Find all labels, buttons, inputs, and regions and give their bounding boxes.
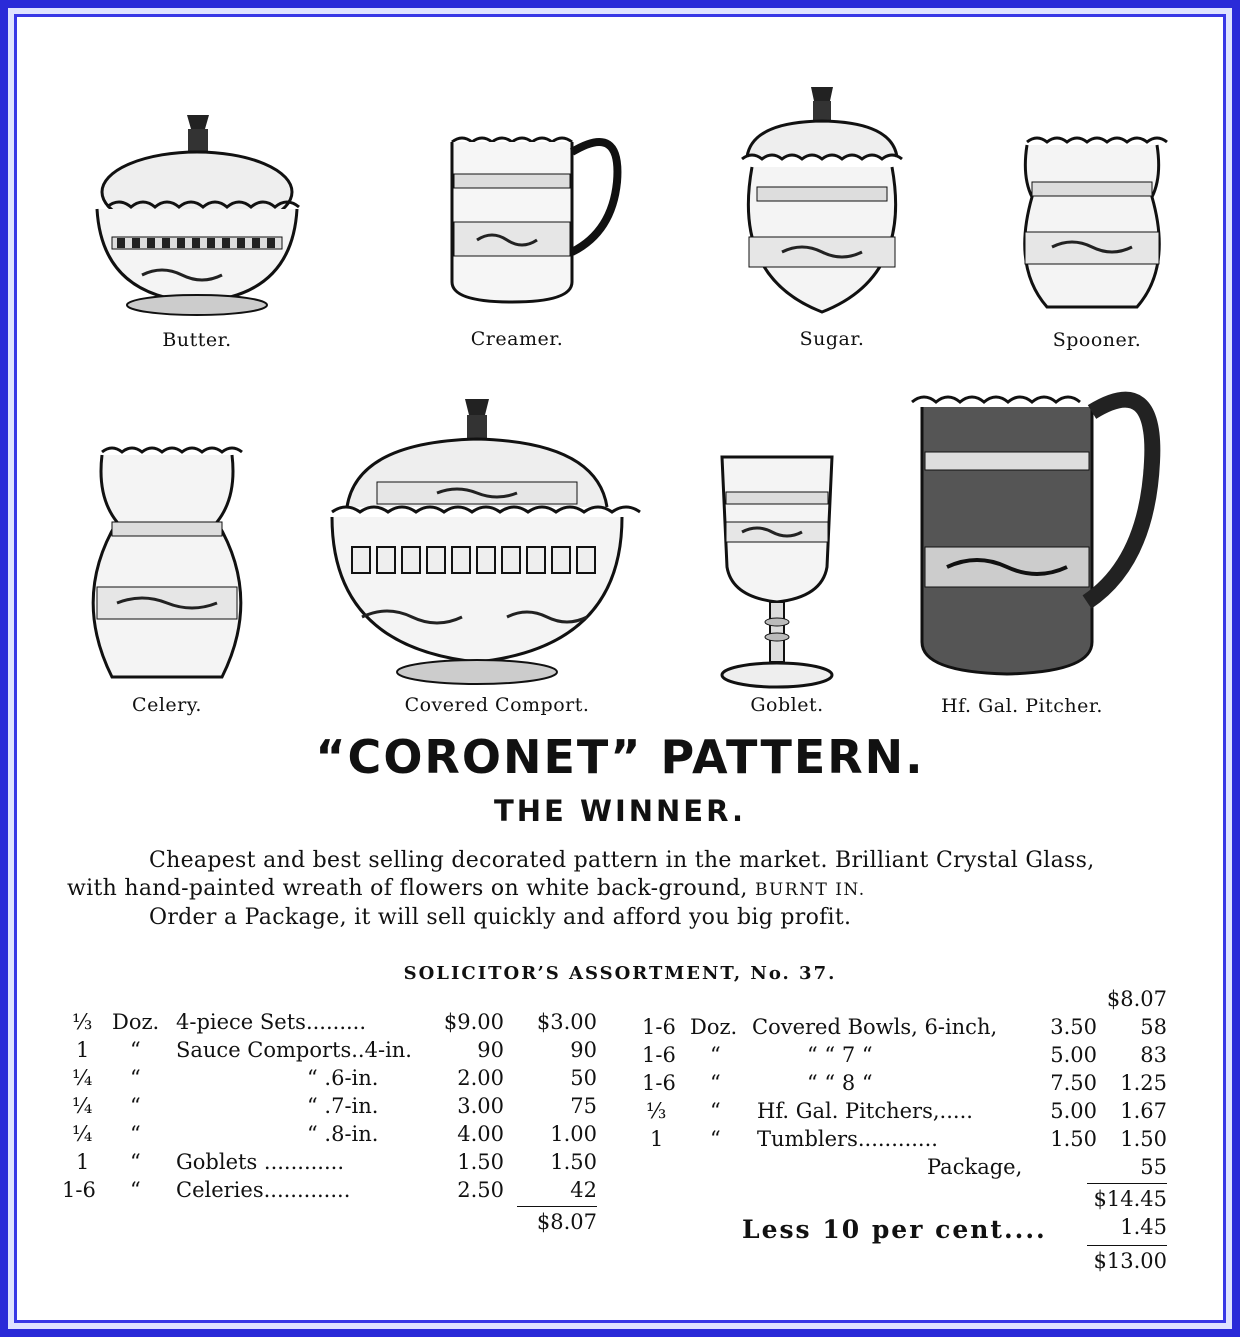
- row-qty: 1-6: [642, 1071, 676, 1095]
- table-row: [632, 1071, 1177, 1099]
- row-desc: Celeries.............: [176, 1178, 351, 1202]
- table-row: [62, 1094, 602, 1122]
- subtotal-row: [632, 1187, 1177, 1215]
- row-unit: “: [710, 1043, 721, 1067]
- row-desc: Sauce Comports..4-in.: [176, 1038, 412, 1062]
- less-label: Less 10 per cent....: [742, 1215, 1047, 1244]
- row-total: 1.50: [1120, 1127, 1167, 1151]
- frame-inner: [8, 8, 1232, 1329]
- row-total: 42: [570, 1178, 597, 1202]
- table-row: [632, 1127, 1177, 1155]
- goblet-illustration: [712, 447, 842, 692]
- table-row: [62, 1150, 602, 1178]
- final-rule: [1087, 1245, 1167, 1246]
- row-desc: “ “ 8 “: [807, 1071, 873, 1095]
- row-qty: 1: [650, 1127, 664, 1151]
- row-desc: “ “ 7 “: [807, 1043, 873, 1067]
- spooner-illustration: [1007, 117, 1177, 317]
- row-desc: Package,: [927, 1155, 1023, 1179]
- description-burnt-in: BURNT IN.: [754, 880, 866, 900]
- butter-caption: Butter.: [162, 329, 232, 351]
- row-price: 5.00: [1050, 1099, 1097, 1123]
- final-value: $13.00: [1093, 1249, 1167, 1273]
- covered-comport-caption: Covered Comport.: [404, 694, 590, 716]
- sugar-illustration: [727, 77, 917, 317]
- row-desc: Hf. Gal. Pitchers,.....: [757, 1099, 973, 1123]
- covered-comport-illustration: [307, 387, 647, 687]
- assortment-title: SOLICITOR’S ASSORTMENT, No. 37.: [403, 963, 837, 984]
- frame-inner-border: [14, 14, 1226, 1323]
- row-price: 1.50: [1050, 1127, 1097, 1151]
- table-row: [62, 1178, 602, 1206]
- row-total: 1.67: [1120, 1099, 1167, 1123]
- row-total: 50: [570, 1066, 597, 1090]
- description-line-2: [67, 875, 1177, 904]
- row-total: 1.00: [550, 1122, 597, 1146]
- table-row: [632, 1099, 1177, 1127]
- row-unit: “: [130, 1178, 141, 1202]
- row-desc: “ .6-in.: [307, 1066, 379, 1090]
- row-unit: Doz.: [112, 1010, 160, 1034]
- row-unit: “: [130, 1066, 141, 1090]
- page-title: “CORONET” PATTERN.: [315, 730, 925, 784]
- row-unit: Doz.: [690, 1015, 738, 1039]
- row-price: 5.00: [1050, 1043, 1097, 1067]
- row-qty: 1-6: [62, 1178, 96, 1202]
- row-total: $3.00: [536, 1010, 597, 1034]
- row-desc: Covered Bowls, 6-inch,: [752, 1015, 998, 1039]
- carried-value: $8.07: [1106, 987, 1167, 1011]
- row-total: 83: [1140, 1043, 1167, 1067]
- row-price: 3.00: [457, 1094, 504, 1118]
- description-line-2-text: with hand-painted wreath of flowers on white back-ground,: [67, 876, 755, 901]
- row-qty: 1: [76, 1150, 90, 1174]
- row-qty: 1-6: [642, 1015, 676, 1039]
- subtotal-rule: [1087, 1183, 1167, 1184]
- left-price-table: [62, 1010, 602, 1234]
- description-line-3: Order a Package, it will sell quickly and afford you big profit.: [149, 905, 852, 930]
- pitcher-illustration: [897, 362, 1167, 682]
- celery-illustration: [77, 427, 257, 687]
- row-unit: “: [710, 1127, 721, 1151]
- row-qty: ¼: [72, 1122, 93, 1146]
- row-price: 4.00: [457, 1122, 504, 1146]
- row-qty: ⅓: [646, 1099, 667, 1123]
- row-unit: “: [710, 1071, 721, 1095]
- row-price: 2.50: [457, 1178, 504, 1202]
- left-total: $8.07: [536, 1210, 597, 1234]
- spooner-caption: Spooner.: [1052, 329, 1142, 351]
- row-total: 75: [570, 1094, 597, 1118]
- row-price: 1.50: [457, 1150, 504, 1174]
- row-total: 55: [1140, 1155, 1167, 1179]
- row-price: 7.50: [1050, 1071, 1097, 1095]
- row-price: 3.50: [1050, 1015, 1097, 1039]
- table-row: [632, 1015, 1177, 1043]
- final-row: [632, 1249, 1177, 1277]
- row-unit: “: [130, 1094, 141, 1118]
- row-qty: ¼: [72, 1066, 93, 1090]
- creamer-illustration: [422, 112, 622, 312]
- less-value: 1.45: [1120, 1215, 1167, 1239]
- row-desc: “ .7-in.: [307, 1094, 379, 1118]
- sugar-caption: Sugar.: [799, 328, 865, 350]
- table-row: [632, 1155, 1177, 1183]
- catalog-page: [17, 17, 1223, 1320]
- page-subtitle: THE WINNER.: [494, 794, 746, 828]
- right-price-table: [632, 987, 1177, 1287]
- row-desc: Goblets ............: [176, 1150, 344, 1174]
- row-price: 90: [477, 1038, 504, 1062]
- description-line-1: Cheapest and best selling decorated pattern in the market. Brilliant Crystal Glass,: [149, 848, 1095, 873]
- less-row: [632, 1215, 1177, 1247]
- row-unit: “: [130, 1122, 141, 1146]
- table-row: [62, 1010, 602, 1038]
- row-price: 2.00: [457, 1066, 504, 1090]
- row-unit: “: [710, 1099, 721, 1123]
- pitcher-caption: Hf. Gal. Pitcher.: [941, 695, 1103, 717]
- row-total: 1.50: [550, 1150, 597, 1174]
- row-qty: ⅓: [72, 1010, 93, 1034]
- row-unit: “: [130, 1150, 141, 1174]
- row-total: 58: [1140, 1015, 1167, 1039]
- total-rule: [517, 1206, 597, 1207]
- creamer-caption: Creamer.: [470, 328, 564, 350]
- table-row: [62, 1122, 602, 1150]
- row-total: 90: [570, 1038, 597, 1062]
- row-qty: ¼: [72, 1094, 93, 1118]
- row-qty: 1: [76, 1038, 90, 1062]
- row-desc: 4-piece Sets.........: [176, 1010, 367, 1034]
- row-desc: Tumblers............: [757, 1127, 938, 1151]
- table-total: [62, 1210, 602, 1238]
- description: [67, 847, 1177, 932]
- row-unit: “: [130, 1038, 141, 1062]
- goblet-caption: Goblet.: [750, 694, 824, 716]
- table-row: [632, 1043, 1177, 1071]
- row-qty: 1-6: [642, 1043, 676, 1067]
- table-row: [62, 1038, 602, 1066]
- carried-total: [632, 987, 1177, 1015]
- butter-illustration: [72, 97, 322, 317]
- subtotal-value: $14.45: [1093, 1187, 1167, 1211]
- celery-caption: Celery.: [132, 694, 202, 716]
- row-total: 1.25: [1120, 1071, 1167, 1095]
- row-desc: “ .8-in.: [307, 1122, 379, 1146]
- table-row: [62, 1066, 602, 1094]
- row-price: $9.00: [443, 1010, 504, 1034]
